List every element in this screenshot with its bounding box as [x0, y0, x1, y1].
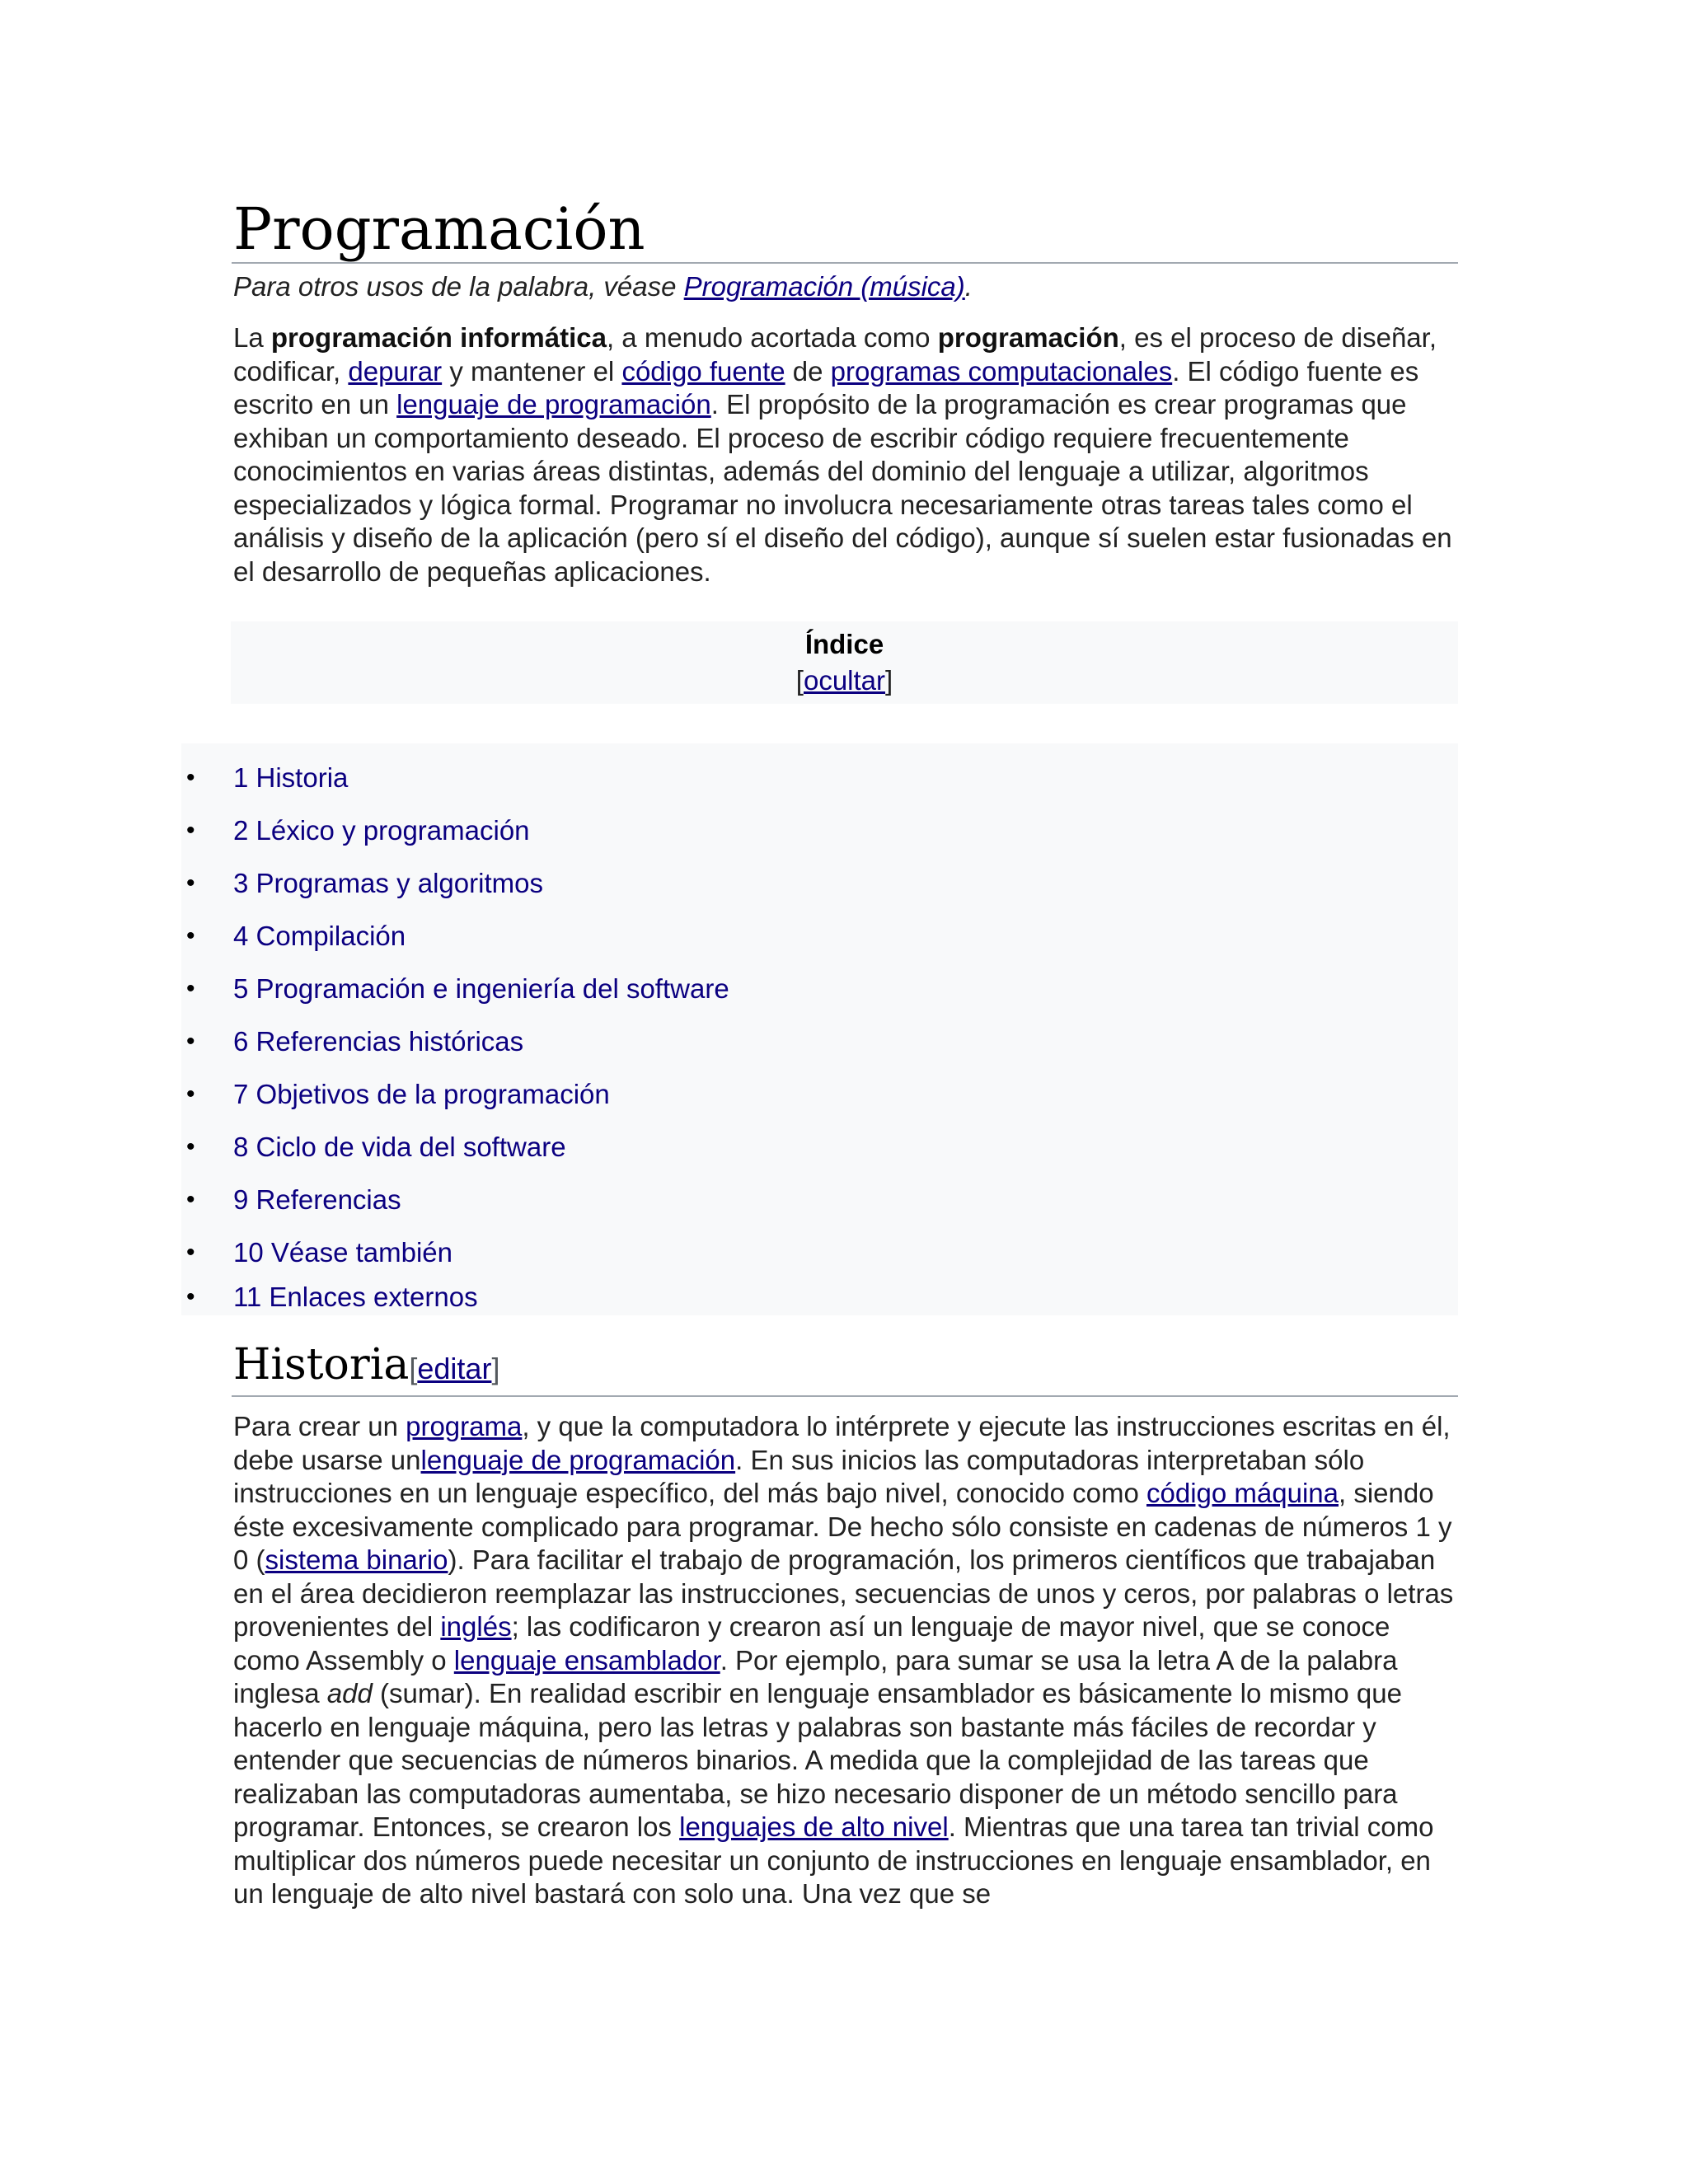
- history-text: . En sus inicios las computadoras interpretaban sólo instrucciones en un lenguaje específico, del más bajo nivel, conocido como: [233, 1444, 1365, 1508]
- intro-text: , es el proceso de diseñar, codificar,: [233, 322, 1437, 387]
- bullet-icon: •: [186, 1080, 195, 1108]
- link-sistema-binario[interactable]: sistema binario: [265, 1544, 448, 1575]
- toc-item-vease-tambien[interactable]: [181, 1226, 1458, 1279]
- toc-item-label[interactable]: 3 Programas y algoritmos: [233, 868, 543, 898]
- toc-title: Índice: [804, 629, 884, 659]
- edit-section: [409, 1352, 499, 1385]
- edit-bracket-open: [: [409, 1352, 418, 1385]
- section-title: Historia: [233, 1340, 410, 1390]
- toc-item-label[interactable]: 8 Ciclo de vida del software: [233, 1132, 566, 1162]
- history-text: ; las codificaron y crearon así un lenguaje de mayor nivel, que se conoce como Assembly o: [233, 1611, 1390, 1675]
- toc-toggle: [231, 663, 1458, 699]
- intro-bold-term: programación informática: [270, 322, 607, 353]
- intro-text: y mantener el: [442, 355, 622, 387]
- intro-text: . El propósito de la programación es crear programas que exhiban un comportamiento deseado. El proceso de escribir código requiere frecuentemente conocimientos en varias áreas distintas, además del dominio del lenguaje a utilizar, algoritmos especializados y lógica formal. Programar no involucra necesariamente otras tareas tales como el análisis y diseño de la aplicación (pero sí el diseño del código), aunque sí suelen estar fusionadas en el desarrollo de pequeñas aplicaciones.: [233, 389, 1452, 587]
- intro-text: . El código fuente es escrito en un: [233, 355, 1419, 419]
- toc-item-lexico[interactable]: [181, 804, 1458, 857]
- intro-text: , a menudo acortada como: [606, 322, 938, 353]
- history-text: , siendo éste excesivamente complicado para programar. De hecho sólo consiste en cadenas de números 1 y 0 (: [233, 1478, 1452, 1575]
- toc-item-ingenieria[interactable]: [181, 963, 1458, 1015]
- history-italic-term: add: [326, 1678, 373, 1708]
- edit-bracket-close: ]: [491, 1352, 500, 1385]
- toc-item-label[interactable]: 1 Historia: [233, 762, 349, 793]
- toc-item-historia[interactable]: [181, 752, 1458, 804]
- bullet-icon: •: [186, 817, 195, 844]
- hatnote: [233, 270, 1458, 303]
- toc-list: [181, 743, 1458, 1315]
- history-paragraph: [233, 1410, 1458, 1911]
- intro-text: La: [233, 322, 271, 353]
- link-programas-computacionales[interactable]: programas computacionales: [830, 355, 1173, 387]
- toc-hide-link[interactable]: ocultar: [803, 665, 886, 696]
- intro-text: de: [785, 355, 831, 387]
- link-lenguaje-de-programacion[interactable]: lenguaje de programación: [396, 389, 711, 419]
- hatnote-prefix: Para otros usos de la palabra, véase: [233, 271, 684, 302]
- toc-item-programas[interactable]: [181, 857, 1458, 910]
- toc-item-label[interactable]: 11 Enlaces externos: [233, 1282, 478, 1312]
- toc-item-objetivos[interactable]: [181, 1068, 1458, 1121]
- article: [186, 195, 1458, 1911]
- toc-item-referencias-historicas[interactable]: [181, 1015, 1458, 1068]
- section-heading-historia: [232, 1338, 1458, 1397]
- toc-item-label[interactable]: 7 Objetivos de la programación: [233, 1079, 610, 1109]
- edit-link[interactable]: editar: [417, 1352, 492, 1385]
- bullet-icon: •: [186, 1283, 195, 1310]
- intro-bold-term: programación: [937, 322, 1119, 353]
- toc-item-label[interactable]: 2 Léxico y programación: [233, 815, 530, 846]
- bullet-icon: •: [186, 1186, 195, 1213]
- toc-item-label[interactable]: 9 Referencias: [233, 1184, 401, 1215]
- toc-item-label[interactable]: 5 Programación e ingeniería del software: [233, 973, 729, 1004]
- history-text: . Mientras que una tarea tan trivial como multiplicar dos números puede necesitar un conjunto de instrucciones en lenguaje ensamblador, en un lenguaje de alto nivel bastará con solo una. Una vez que se: [233, 1811, 1434, 1909]
- link-lenguajes-de-alto-nivel[interactable]: lenguajes de alto nivel: [679, 1811, 949, 1842]
- toc-bracket-open: [: [795, 665, 804, 696]
- toc-item-compilacion[interactable]: [181, 910, 1458, 963]
- bullet-icon: •: [186, 1239, 195, 1266]
- toc-item-ciclo-de-vida[interactable]: [181, 1121, 1458, 1174]
- bullet-icon: •: [186, 1133, 195, 1160]
- bullet-icon: •: [186, 764, 195, 791]
- bullet-icon: •: [186, 922, 195, 949]
- link-codigo-maquina[interactable]: código máquina: [1146, 1478, 1339, 1508]
- hatnote-suffix: .: [964, 271, 973, 302]
- page-title: Programación: [232, 196, 1458, 264]
- bullet-icon: •: [186, 869, 195, 897]
- toc-bracket-close: ]: [885, 665, 893, 696]
- history-text: (sumar). En realidad escribir en lenguaje ensamblador es básicamente lo mismo que hacerlo en lenguaje máquina, pero las letras y palabras son bastante más fáciles de recordar y entender que secuencias de números binarios. A medida que la complejidad de las tareas que realizaban las computadoras aumentaba, se hizo necesario disponer de un método sencillo para programar. Entonces, se crearon los: [233, 1678, 1402, 1842]
- toc-item-enlaces-externos[interactable]: [181, 1279, 1458, 1315]
- bullet-icon: •: [186, 975, 195, 1002]
- history-text: . Por ejemplo, para sumar se usa la letra A de la palabra inglesa: [233, 1644, 1398, 1708]
- intro-paragraph: [233, 321, 1458, 588]
- toc-item-label[interactable]: 4 Compilación: [233, 921, 406, 951]
- hatnote-link[interactable]: Programación (música): [683, 271, 965, 302]
- link-depurar[interactable]: depurar: [348, 355, 443, 387]
- toc-item-label[interactable]: 6 Referencias históricas: [233, 1026, 524, 1057]
- link-programa[interactable]: programa: [406, 1411, 523, 1441]
- link-lenguaje-ensamblador[interactable]: lenguaje ensamblador: [453, 1644, 720, 1675]
- toc-item-referencias[interactable]: [181, 1174, 1458, 1226]
- link-ingles[interactable]: inglés: [440, 1611, 512, 1642]
- history-text: Para crear un: [233, 1411, 406, 1441]
- link-codigo-fuente[interactable]: código fuente: [621, 355, 785, 387]
- history-text: , y que la computadora lo intérprete y ejecute las instrucciones escritas en él, debe usarse un: [233, 1411, 1451, 1475]
- history-text: ). Para facilitar el trabajo de programación, los primeros científicos que trabajaban en el área decidieron reemplazar las instrucciones, secuencias de unos y ceros, por palabras o letras provenientes del: [233, 1544, 1454, 1642]
- bullet-icon: •: [186, 1028, 195, 1055]
- toc-header: [231, 621, 1458, 704]
- toc-item-label[interactable]: 10 Véase también: [233, 1237, 453, 1268]
- link-lenguaje-de-programacion[interactable]: lenguaje de programación: [420, 1444, 736, 1475]
